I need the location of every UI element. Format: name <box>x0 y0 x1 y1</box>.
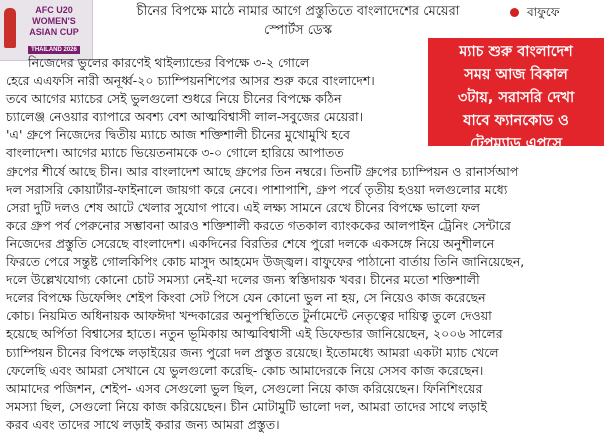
article-line: গ্রুপের শীর্ষে আছে চীন। আর বাংলাদেশ আছে গ্রুপের তিন নম্বরে। তিনটি গ্রুপের চ্যাম্পিয়ন ও রানার্সআপ <box>6 163 519 179</box>
trophy-icon <box>4 8 16 48</box>
article-line: করে গ্রুপ পর্ব পেরুনোর সম্ভাবনা আরও শক্তিশালী করতে গতকাল ব্যাংককের আলপাইন ট্রেনিং সেন্টারে <box>6 217 511 233</box>
article-line: দলে উল্লেখযোগ্য কোনো চোট সমস্যা নেই-যা দলের জন্য স্বস্তিদায়ক খবর। চীনের মতো শক্তিশালী <box>6 272 480 288</box>
article-line: তবে আগের ম্যাচের সেই ভুলগুলো শুধরে নিয়ে চীনের বিপক্ষে কঠিন <box>6 91 342 107</box>
article-line: কোচ। নিয়মিত অধিনায়ক আফঈদা খন্দকারের অনুপস্থিতিতে টুর্নামেন্টে নেতৃত্বের দায়িত্ব তুলে দেওয়া <box>6 308 492 324</box>
photo-caption <box>98 2 498 40</box>
article-line: সমস্যা ছিল, সেগুলো নিয়ে কাজ করিয়েছেন। চীন মোটামুটি ভালো দল, আমরা তাদের সাথে লড়াই <box>6 398 488 414</box>
caption-text: চীনের বিপক্ষে মাঠে নামার আগে প্রস্তুতিতে বাংলাদেশের মেয়েরা <box>136 4 460 19</box>
article-line: চ্যালেঞ্জ নেওয়ার ব্যাপারে অবশ্য বেশ আত্মবিশ্বাসী লাল-সবুজের মেয়েরা। <box>6 109 364 125</box>
article-line: 'এ' গ্রুপে নিজেদের দ্বিতীয় ম্যাচে আজ শক্তিশালী চীনের মুখোমুখি হবে <box>6 127 350 143</box>
source-credit-text: বাফুফে <box>527 5 560 19</box>
logo-line-2: WOMEN'S <box>32 16 76 26</box>
article-line: নিজেদের ভুলের কারণেই থাইল্যান্ডের বিপক্ষে ৩-২ গোলে <box>28 55 310 70</box>
logo-line-3: ASIAN CUP <box>29 27 79 37</box>
logo-line-1: AFC U20 <box>35 5 73 15</box>
byline: স্পোর্টস ডেস্ক <box>264 23 332 38</box>
source-credit <box>510 3 560 21</box>
callout-line: ৩টায়, সরাসরি দেখা <box>457 90 575 106</box>
article-line: ফিরতে পেরে সন্তুষ্ট গোলকিপিং কোচ মাসুদ আহমেদ উজ্জ্বল। বাফুফের পাঠানো বার্তায় তিনি জানিয়েছেন, <box>6 254 525 270</box>
article-line: হেরে এএফসি নারী অনূর্ধ্ব-২০ চ্যাম্পিয়নশিপের আসর শুরু করে বাংলাদেশ। <box>6 73 375 89</box>
article-line: ফেলেছি এবং আমরা সেখানে যে ভুলগুলো করেছি- কোচ আমাদেরকে নিয়ে সেসব কাজ করেছেন। <box>6 362 484 378</box>
article-line: হয়েছে অর্পিতা বিশ্বাসের হাতে। নতুন ভূমিকায় আত্মবিশ্বাসী এই ডিফেন্ডার জানিয়েছেন, ২০০৬ সালের <box>6 326 503 342</box>
article-line: আমাদের পজিশন, শেইপ- এসব সেগুলো ভুল ছিল, সেগুলো নিয়ে কাজ করিয়েছেন। ফিনিশিংয়ের <box>6 380 483 396</box>
afc-u20-womens-asian-cup-logo <box>0 0 93 61</box>
bullet-dot-icon <box>510 8 519 17</box>
article-line: চ্যাম্পিয়ন চীনের বিপক্ষে লড়াইয়ের জন্য পুরো দল প্রস্তুত রয়েছে। ইতোমধ্যে আমরা একটা ম্যাচ খেলে <box>6 344 499 360</box>
logo-line-4: THAILAND 2026 <box>28 46 80 54</box>
callout-line: ম্যাচ শুরু বাংলাদেশ <box>459 44 573 60</box>
article-body <box>6 54 604 434</box>
callout-line: টেপম্যাড এপসে <box>469 136 563 152</box>
article-line: বাংলাদেশ। আগের ম্যাচে ভিয়েতনামকে ৩-০ গোলে হারিয়ে আপাতত <box>6 145 344 161</box>
article-line: করব এবং তাদের সাথে লড়াই করার জন্য আমরা প্রস্তুত। <box>6 416 280 432</box>
callout-line: সময় আজ বিকাল <box>464 67 568 83</box>
article-line: সেরা দুটি দলও শেষ আটে খেলার সুযোগ পাবে। এই লক্ষ্য সামনে রেখে চীনের বিপক্ষে ভালো ফল <box>6 199 480 215</box>
article-line: দলের বিপক্ষে ডিফেন্সিং শেইপ কিংবা সেট পিসে যেন কোনো ভুল না হয়, সে নিয়েও কাজ করেছেন <box>6 290 486 306</box>
article-line: দল সরাসরি কোয়ার্টার-ফাইনালে জায়গা করে নেবে। পাশাপাশি, গ্রুপ পর্বে তৃতীয় হওয়া দলগুলোর মধ্যে <box>6 181 508 197</box>
callout-line: যাবে ফ্যানকোড ও <box>463 113 569 129</box>
article-line: নিজেদের প্রস্তুতি সেরেছে বাংলাদেশ। একদিনের বিরতির শেষে পুরো দলকে একসঙ্গে নিয়ে অনুশীলনে <box>6 235 495 251</box>
logo-wordmark <box>18 5 90 56</box>
